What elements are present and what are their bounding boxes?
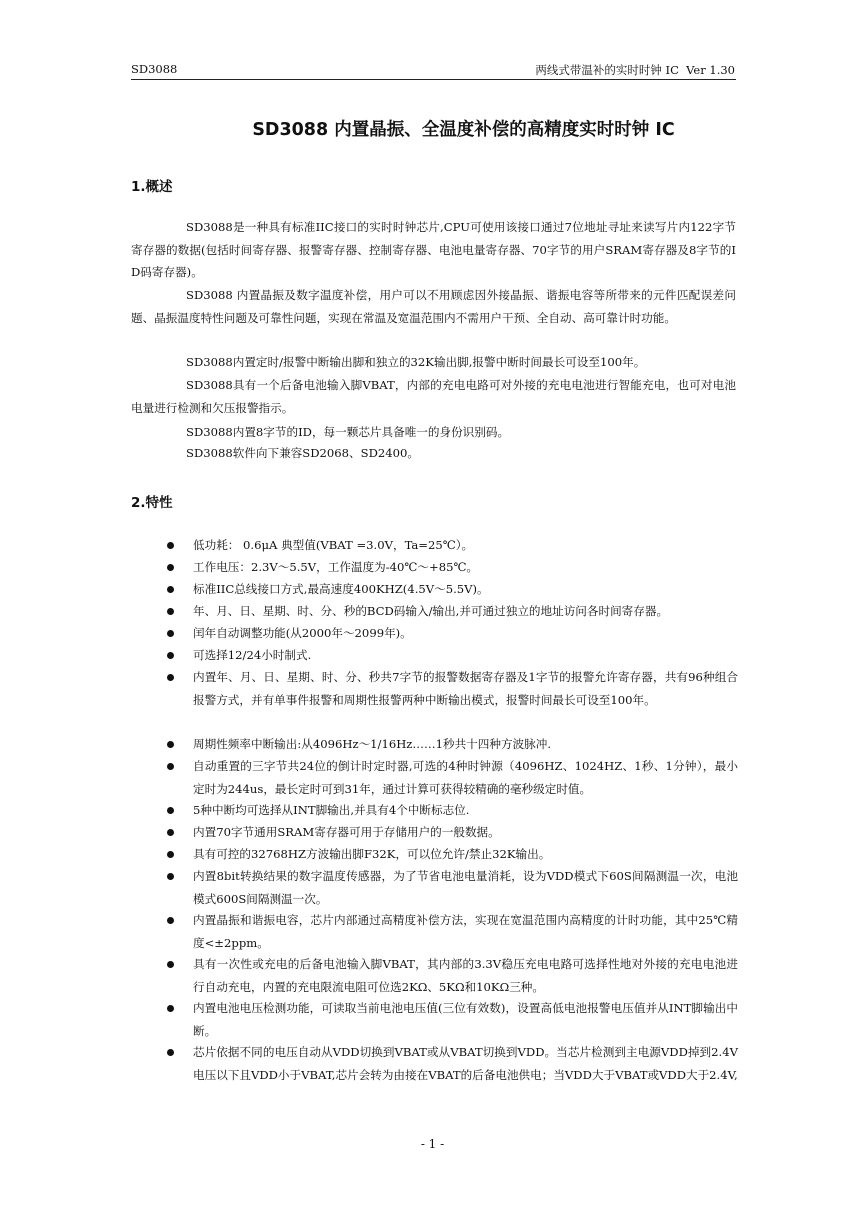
- bullet-dot: [167, 674, 174, 681]
- feature-item: 低功耗： 0.6μA 典型值(VBAT =3.0V，Ta=25℃）。: [193, 538, 474, 552]
- page-number: - 1 -: [420, 1137, 445, 1151]
- header-rule: [131, 79, 736, 80]
- bullet-dot: [167, 1049, 174, 1056]
- feature-item: 周期性频率中断输出:从4096Hz～1/16Hz……1秒共十四种方波脉冲.: [193, 737, 552, 751]
- section-heading-features: 2.特性: [131, 495, 173, 511]
- feature-item: 具有一次性或充电的后备电池输入脚VBAT，其内部的3.3V稳压充电电路可选择性地对外接的充电电池进行自动充电，内置的充电限流电阻可位选2KΩ、5KΩ和10KΩ三种。: [193, 957, 738, 994]
- feature-item: 内置年、月、日、星期、时、分、秒共7字节的报警数据寄存器及1字节的报警允许寄存器，共有96种组合报警方式，并有单事件报警和周期性报警两种中断输出模式，报警时间最长可设至100年。: [193, 670, 738, 707]
- document-title: SD3088 内置晶振、全温度补偿的高精度实时时钟 IC: [252, 120, 675, 140]
- header-right: 两线式带温补的实时时钟 IC Ver 1.30: [535, 63, 735, 77]
- overview-paragraph-3: SD3088内置定时/报警中断输出脚和独立的32K输出脚,报警中断时间最长可设至100年。: [186, 355, 646, 369]
- feature-item: 芯片依据不同的电压自动从VDD切换到VBAT或从VBAT切换到VDD。当芯片检测到主电源VDD掉到2.4V电压以下且VDD小于VBAT,芯片会转为由接在VBAT的后备电池供电；当VDD大于VBAT或VDD大于2.4V,: [193, 1045, 738, 1082]
- bullet-dot: [167, 630, 174, 637]
- overview-paragraph-5: SD3088内置8字节的ID，每一颗芯片具备唯一的身份识别码。: [186, 425, 510, 439]
- bullet-dot: [167, 829, 174, 836]
- feature-item: 自动重置的三字节共24位的倒计时定时器,可选的4种时钟源（4096HZ、1024HZ、1秒、1分钟），最小定时为244us，最长定时可到31年，通过计算可获得较精确的毫秒级定时值。: [193, 759, 738, 796]
- feature-item: 闰年自动调整功能(从2000年～2099年)。: [193, 626, 412, 640]
- feature-item: 工作电压：2.3V～5.5V，工作温度为-40℃～+85℃。: [193, 560, 479, 574]
- feature-item: 可选择12/24小时制式.: [193, 648, 312, 662]
- feature-item: 年、月、日、星期、时、分、秒的BCD码输入/输出,并可通过独立的地址访问各时间寄存器。: [193, 604, 669, 618]
- section-heading-overview: 1.概述: [131, 179, 173, 195]
- bullet-dot: [167, 608, 174, 615]
- bullet-dot: [167, 917, 174, 924]
- feature-item: 内置电池电压检测功能，可读取当前电池电压值(三位有效数)，设置高低电池报警电压值并从INT脚输出中断。: [193, 1001, 738, 1038]
- feature-item: 内置70字节通用SRAM寄存器可用于存储用户的一般数据。: [193, 825, 500, 839]
- bullet-dot: [167, 961, 174, 968]
- bullet-dot: [167, 586, 174, 593]
- overview-paragraph-6: SD3088软件向下兼容SD2068、SD2400。: [186, 446, 419, 460]
- bullet-dot: [167, 763, 174, 770]
- header-left: SD3088: [131, 62, 178, 76]
- bullet-dot: [167, 807, 174, 814]
- feature-item: 内置晶振和谐振电容，芯片内部通过高精度补偿方法，实现在宽温范围内高精度的计时功能，其中25℃精度<±2ppm。: [193, 913, 738, 950]
- feature-item: 标准IIC总线接口方式,最高速度400KHZ(4.5V～5.5V)。: [193, 582, 489, 596]
- overview-paragraph-4: SD3088具有一个后备电池输入脚VBAT，内部的充电电路可对外接的充电电池进行智能充电，也可对电池电量进行检测和欠压报警指示。: [131, 378, 736, 415]
- bullet-dot: [167, 873, 174, 880]
- overview-paragraph-1: SD3088是一种具有标准IIC接口的实时时钟芯片,CPU可使用该接口通过7位地址寻址来读写片内122字节寄存器的数据(包括时间寄存器、报警寄存器、控制寄存器、电池电量寄存器、70字节的用户SRAM寄存器及8字节的ID码寄存器)。: [131, 220, 736, 279]
- bullet-dot: [167, 741, 174, 748]
- bullet-dot: [167, 1005, 174, 1012]
- bullet-dot: [167, 564, 174, 571]
- bullet-dot: [167, 652, 174, 659]
- overview-paragraph-2: SD3088 内置晶振及数字温度补偿，用户可以不用顾虑因外接晶振、谐振电容等所带来的元件匹配误差问题、晶振温度特性问题及可靠性问题，实现在常温及宽温范围内不需用户干预、全自动、高可靠计时功能。: [131, 288, 736, 325]
- feature-item: 5种中断均可选择从INT脚输出,并具有4个中断标志位.: [193, 803, 470, 817]
- feature-item: 具有可控的32768HZ方波输出脚F32K，可以位允许/禁止32K输出。: [193, 847, 551, 861]
- bullet-dot: [167, 542, 174, 549]
- bullet-dot: [167, 851, 174, 858]
- feature-item: 内置8bit转换结果的数字温度传感器，为了节省电池电量消耗，设为VDD模式下60S间隔测温一次，电池模式600S间隔测温一次。: [193, 869, 738, 906]
